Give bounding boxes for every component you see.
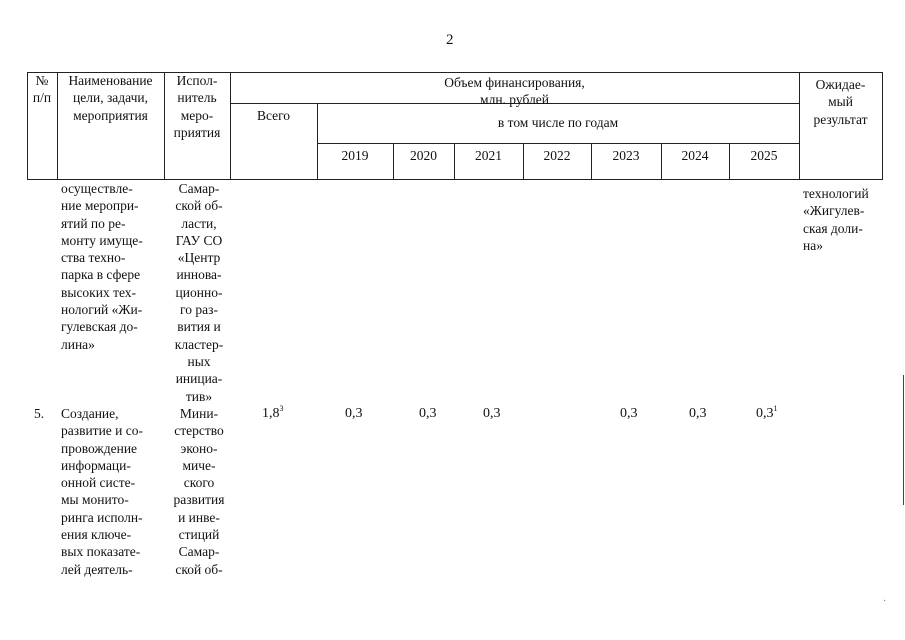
row5-value-2024: 0,3 <box>689 406 707 421</box>
row5-value-2019: 0,3 <box>345 406 363 421</box>
continued-row-expected: технологий «Жигулев- ская доли- на» <box>803 186 869 253</box>
header-executor: Испол- нитель меро- приятия <box>173 73 221 140</box>
row5-executor: Мини- стерство эконо- миче- ского развития и инве- стиций Самар- ской об- <box>173 406 225 577</box>
row5-value-2021: 0,3 <box>483 406 501 421</box>
row5-total-value: 1,8 <box>262 406 280 421</box>
year-2023: 2023 <box>612 148 640 163</box>
row5-num: 5. <box>34 406 45 421</box>
year-2025: 2025 <box>750 148 778 163</box>
row5-value-2025-footnote: 1 <box>773 404 778 413</box>
header-total: Всего <box>256 108 291 123</box>
row5-value-2020: 0,3 <box>419 406 437 421</box>
row5-value-2025-text: 0,3 <box>756 406 774 421</box>
continued-row-executor: Самар- ской об- ласти, ГАУ СО «Центр иннова- ционно- го раз- вития и кластер- ных инициа- тив» <box>174 181 224 404</box>
year-2021: 2021 <box>475 148 502 163</box>
header-expected: Ожидае- мый результат <box>813 77 868 127</box>
scan-speck: · <box>883 596 887 607</box>
year-2024: 2024 <box>681 148 709 163</box>
row5-value-2025 <box>756 406 778 422</box>
row5-name: Создание, развитие и со- провождение информаци- онной систе- мы монито- ринга исполн- ения ключе- вых показате- лей деятель- <box>61 406 144 577</box>
page-number: 2 <box>446 32 454 48</box>
scan-edge-mark <box>903 375 904 505</box>
header-name: Наименование цели, задачи, мероприятия <box>68 73 153 123</box>
header-funding: Объем финансирования, млн. рублей <box>444 75 585 108</box>
row5-value-2023: 0,3 <box>620 406 638 421</box>
year-2022: 2022 <box>543 148 571 163</box>
header-by-years: в том числе по годам <box>497 115 619 130</box>
year-2020: 2020 <box>410 148 437 163</box>
continued-row-name: осуществле- ние меропри- ятий по ре- монту имуще- ства техно- парка в сфере высоких тех- нологий «Жи- гулевская до- лина» <box>61 181 143 352</box>
row5-total-footnote: 3 <box>279 404 284 413</box>
year-2019: 2019 <box>341 148 369 163</box>
header-num: № п/п <box>32 73 52 106</box>
row5-total <box>262 406 284 422</box>
